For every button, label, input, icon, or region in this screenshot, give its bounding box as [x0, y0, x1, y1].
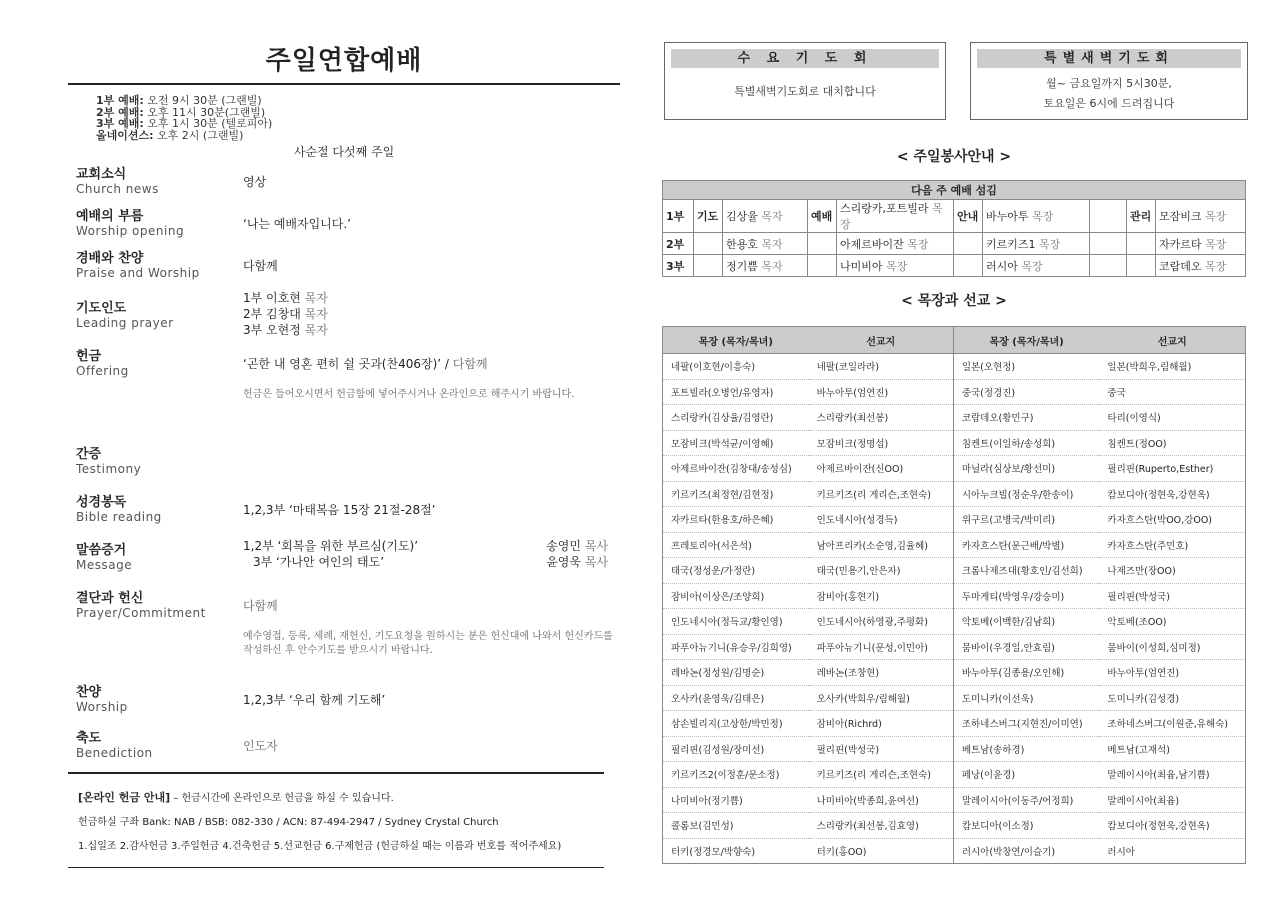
table-cell: 스리랑카(김상율/김영란)	[663, 405, 809, 431]
table-cell: 중국(정경진)	[953, 379, 1099, 405]
table-cell: 베트남(송하경)	[953, 736, 1099, 762]
table-cell: 베트남(고재석)	[1099, 736, 1245, 762]
table-row	[663, 532, 1246, 558]
table-cell: 카자흐스탄(주민호)	[1099, 532, 1245, 558]
table-cell: 일본(오현정)	[953, 354, 1099, 380]
table-cell: 말레이시아(이동주/어정희)	[953, 787, 1099, 813]
table-cell: 바누아투(김종용/오인해)	[953, 660, 1099, 686]
table-cell: 아제르바이잔(신OO)	[809, 456, 954, 482]
table-cell: 터키(홍OO)	[809, 838, 954, 864]
mission-section-title: < 목장과 선교 >	[901, 293, 1007, 309]
table-cell: 바누아투(엄연진)	[809, 379, 954, 405]
table-cell: 아제르바이잔(김창대/송성심)	[663, 456, 809, 482]
table-row	[663, 456, 1246, 482]
table-cell: 나제즈만(장OO)	[1099, 558, 1245, 584]
table-cell: 카자흐스탄(문근배/박별)	[953, 532, 1099, 558]
mission-table: 목장 (목자/목녀) 선교지 목장 (목자/목녀) 선교지 네팔(이호현/이흥숙) 네팔(코일라라) 일본(오현정) 일본(박희우,림해월) 포트빌라(오병언/유영자) 바누아투(엄연진) 중국(정경진) 중국 스리랑카(김상율/김영란) 스리랑카(최선봉) 코람데오(황민구) 타리(이영식) 모잠비크(박석균/이영혜) 모잠비크(정명섭) 침켄트(이일하/송성희) 침켄트(정OO) 아제르바이잔(김창대/송성심) 아제르바이잔(신OO) 마닐라(심상보/황선미) 필리핀(Ruperto,Esther) 키르키즈(최정현/김현정) 키르키즈(리 게리슨,조현숙) 시아누크빌(정순우/한송이) 캄보디아(정현욱,강현옥) 자카르타(한용호/하은혜) 인도네시아(성경득) 위구르(고병국/박미리) 카자흐스탄(박OO,강OO) 프레토리아(서은석) 남아프리카(소순영,김율혜) 카자흐스탄(문근배/박별) 카자흐스탄(주민호) 태국(정성운/가정란) 태국(민용기,안은자) 크롬나제즈대(황호인/김선희) 나제즈만(장OO) 잠비아(이상은/조양희) 잠비아(홍현기) 두마게티(박영우/강승미) 필리핀(박성국) 인도네시아(정득교/황인영) 인도네시아(하영광,주평화) 악토베(이백한/김남희) 악토베(조OO) 파푸아뉴기니(유승우/김희영) 파푸아뉴기니(문성,이민아) 뭄바이(우경일,안효림) 뭄바이(이성희,심미정) 레바논(정성원/김명순) 레바논(조창현) 바누아투(김종용/오인해) 바누아투(엄연진) 오사카(윤영욱/김태은) 오사카(박희우/림해월) 도미니카(이선욱) 도미니카(김성경) 삼손빌리지(고상한/박민정) 잠비아(Richrd) 조하네스버그(지현진/이미연) 조하네스버그(이원준,유해숙) 필리핀(김성원/장미선) 필리핀(박성국) 베트남(송하경) 베트남(고재석) 키르키즈2(이정훈/문소정) 키르키즈(리 게리슨,조현숙) 페낭(이윤경) 말레이시아(최윰,남기쁨) 나미비아(정기쁨) 나미비아(박종희,윤여선) 말레이시아(이동주/어정희) 말레이시아(최윰) 콜롬보(김민성) 스리랑카(최선봉,김효영) 캄보디아(이소정) 캄보디아(정현욱,강현옥) 터키(정경모/박향숙) 터키(홍OO) 러시아(박창연/이슬기) 러시아	[662, 326, 1246, 864]
table-row	[663, 787, 1246, 813]
table-cell: 나미비아(박종희,윤여선)	[809, 787, 954, 813]
table-row	[663, 838, 1246, 864]
table-row	[663, 813, 1246, 839]
subtitle: 사순절 다섯째 주일	[293, 145, 395, 159]
table-row	[663, 609, 1246, 635]
order-of-worship: 주일연합예배 1부 예배: 오전 9시 30분 (그랜빌) 2부 예배: 오후 11시 30분(그랜빌) 3부 예배: 오후 1시 30분 (텔로피아) 올네이션스: 오후 2시 (그랜빌) 사순절 다섯째 주일 교회소식 Church news 영상 예배의 부름 Worship opening ‘나는 예배자입니다.’ 경배와 찬양 Praise and Worship 다함께 기도인도 Leading prayer 1부 이호현 목자 2부 김창대 목자 3부 오현정 목자 헌금 Offering ‘곤한 내 영혼 편히 쉴 곳과(찬406장)’ / 다함께 헌금은 들어오시면서 헌금함에 넣어주시거나 온라인으로 해주시기 바랍니다. 간증 Testimony 성경봉독 Bible reading 1,2,3부 ‘마태복음 15장 21절-28절’ 말씀증거 Message 1,2부 ‘회복을 위한 부르심(기도)’ 3부 ‘가나안 여인의 태도’ 송영민 목사 윤영욱 목사 결단과 헌신 Prayer/Commitment 다함께 예수영접, 등록, 세례, 재헌신, 기도요청을 원하시는 분은 헌신대에 나와서 헌신카드를 작성하신 후 안수기도를 받으시기 바랍니다. 찬양 Worship 1,2,3부 ‘우리 함께 기도해’ 축도 Benediction 인도자	[68, 40, 620, 778]
page-title: 주일연합예배	[68, 40, 620, 85]
table-cell: 키르키즈(최정현/김현정)	[663, 481, 809, 507]
table-cell: 잠비아(이상은/조양희)	[663, 583, 809, 609]
offering-types: 1.십일조 2.감사헌금 3.주일헌금 4.건축헌금 5.선교헌금 6.구제헌금 (헌금하실 때는 이름과 번호를 적어주세요)	[78, 841, 562, 852]
table-row: 3부 정기쁨 목자 나미비아 목장 러시아 목장 코람데오 목장	[663, 255, 1246, 277]
table-row	[663, 660, 1246, 686]
table-row	[663, 711, 1246, 737]
table-cell: 말레이시아(최윰,남기쁨)	[1099, 762, 1245, 788]
service-times	[96, 95, 620, 141]
table-row	[663, 507, 1246, 533]
time-row: 2부 예배: 오후 11시 30분(그랜빌)	[96, 105, 266, 119]
table-cell: 침켄트(정OO)	[1099, 430, 1245, 456]
time-row: 3부 예배: 오후 1시 30분 (텔로피아)	[96, 117, 273, 130]
table-cell: 시아누크빌(정순우/한송이)	[953, 481, 1099, 507]
table-cell: 중국	[1099, 379, 1245, 405]
online-offering-info: [온라인 헌금 안내] – 헌금시간에 온라인으로 헌금을 하실 수 있습니다. 헌금하실 구좌 Bank: NAB / BSB: 082-330 / ACN: 87-494-2947 / Sydney Crystal Church 1.십일조 2.감사헌금 3.주일헌금 4.건축헌금 5.선교헌금 6.구제헌금 (헌금하실 때는 이름과 번호를 적어주세요)	[68, 772, 604, 868]
wednesday-prayer-box: 수 요 기 도 회 특별새벽기도회로 대치합니다	[664, 42, 946, 120]
bank-account: 헌금하실 구좌 Bank: NAB / BSB: 082-330 / ACN: 87-494-2947 / Sydney Crystal Church	[78, 817, 499, 828]
table-cell: 뭄바이(우경일,안효림)	[953, 634, 1099, 660]
table-cell: 레바논(조창현)	[809, 660, 954, 686]
table-cell: 스리랑카(최선봉,김효영)	[809, 813, 954, 839]
table-row	[663, 481, 1246, 507]
table-row	[663, 685, 1246, 711]
table-cell: 삼손빌리지(고상한/박민정)	[663, 711, 809, 737]
table-cell: 악토베(이백한/김남희)	[953, 609, 1099, 635]
table-cell: 인도네시아(하영광,주평화)	[809, 609, 954, 635]
table-cell: 조하네스버그(지현진/이미연)	[953, 711, 1099, 737]
table-cell: 크롬나제즈대(황호인/김선희)	[953, 558, 1099, 584]
table-cell: 도미니카(이선욱)	[953, 685, 1099, 711]
table-cell: 레바논(정성원/김명순)	[663, 660, 809, 686]
table-cell: 스리랑카(최선봉)	[809, 405, 954, 431]
table-cell: 네팔(코일라라)	[809, 354, 954, 380]
table-cell: 침켄트(이일하/송성희)	[953, 430, 1099, 456]
table-cell: 위구르(고병국/박미리)	[953, 507, 1099, 533]
time-row: 1부 예배: 오전 9시 30분 (그랜빌)	[96, 94, 262, 107]
table-cell: 타리(이영식)	[1099, 405, 1245, 431]
table-cell: 파푸아뉴기니(문성,이민아)	[809, 634, 954, 660]
table-cell: 조하네스버그(이원준,유해숙)	[1099, 711, 1245, 737]
time-row: 올네이션스: 오후 2시 (그랜빌)	[96, 128, 244, 142]
table-cell: 두마게티(박영우/강승미)	[953, 583, 1099, 609]
table-cell: 코람데오(황민구)	[953, 405, 1099, 431]
table-row	[663, 430, 1246, 456]
table-row	[663, 762, 1246, 788]
table-cell: 남아프리카(소순영,김율혜)	[809, 532, 954, 558]
table-cell: 카자흐스탄(박OO,강OO)	[1099, 507, 1245, 533]
table-cell: 태국(민용기,안은자)	[809, 558, 954, 584]
table-cell: 나미비아(정기쁨)	[663, 787, 809, 813]
table-cell: 태국(정성운/가정란)	[663, 558, 809, 584]
table-row: 1부 기도 김상율 목자 예배 스리랑카,포트빌라 목장 안내 바누아투 목장 관리 모잠비크 목장	[663, 200, 1246, 233]
table-row	[663, 379, 1246, 405]
table-cell: 필리핀(박성국)	[809, 736, 954, 762]
table-cell: 키르키즈(리 게리슨,조현숙)	[809, 762, 954, 788]
table-cell: 필리핀(Ruperto,Esther)	[1099, 456, 1245, 482]
table-row	[663, 634, 1246, 660]
table-cell: 필리핀(김성원/장미선)	[663, 736, 809, 762]
table-cell: 악토베(조OO)	[1099, 609, 1245, 635]
table-cell: 키르키즈2(이정훈/문소정)	[663, 762, 809, 788]
table-cell: 콜롬보(김민성)	[663, 813, 809, 839]
table-cell: 파푸아뉴기니(유승우/김희영)	[663, 634, 809, 660]
table-cell: 뭄바이(이성희,심미정)	[1099, 634, 1245, 660]
table-cell: 모잠비크(정명섭)	[809, 430, 954, 456]
table-cell: 페낭(이윤경)	[953, 762, 1099, 788]
table-cell: 키르키즈(리 게리슨,조현숙)	[809, 481, 954, 507]
table-cell: 자카르타(한용호/하은혜)	[663, 507, 809, 533]
table-cell: 캄보디아(정현욱,강현옥)	[1099, 813, 1245, 839]
table-cell: 바누아투(엄연진)	[1099, 660, 1245, 686]
table-cell: 말레이시아(최윰)	[1099, 787, 1245, 813]
table-cell: 모잠비크(박석균/이영혜)	[663, 430, 809, 456]
table-cell: 일본(박희우,림해월)	[1099, 354, 1245, 380]
table-cell: 프레토리아(서은석)	[663, 532, 809, 558]
table-row	[663, 354, 1246, 380]
table-cell: 인도네시아(성경득)	[809, 507, 954, 533]
dawn-prayer-box: 특별새벽기도회 월~ 금요일까지 5시30분, 토요일은 6시에 드려집니다	[970, 42, 1248, 120]
table-row	[663, 558, 1246, 584]
table-cell: 잠비아(Richrd)	[809, 711, 954, 737]
table-cell: 캄보디아(정현욱,강현옥)	[1099, 481, 1245, 507]
table-cell: 마닐라(심상보/황선미)	[953, 456, 1099, 482]
table-cell: 포트빌라(오병언/유영자)	[663, 379, 809, 405]
table-cell: 오사카(윤영욱/김태은)	[663, 685, 809, 711]
table-cell: 잠비아(홍현기)	[809, 583, 954, 609]
service-section-title: < 주일봉사안내 >	[896, 149, 1012, 165]
table-cell: 캄보디아(이소정)	[953, 813, 1099, 839]
table-row	[663, 736, 1246, 762]
table-row	[663, 405, 1246, 431]
table-cell: 도미니카(김성경)	[1099, 685, 1245, 711]
table-row: 2부 한용호 목자 아제르바이잔 목장 키르키즈1 목장 자카르타 목장	[663, 233, 1246, 255]
table-cell: 터키(정경모/박향숙)	[663, 838, 809, 864]
table-row	[663, 583, 1246, 609]
table-cell: 필리핀(박성국)	[1099, 583, 1245, 609]
table-cell: 오사카(박희우/림해월)	[809, 685, 954, 711]
table-cell: 러시아	[1099, 838, 1245, 864]
table-cell: 인도네시아(정득교/황인영)	[663, 609, 809, 635]
table-cell: 네팔(이호현/이흥숙)	[663, 354, 809, 380]
service-table: 다음 주 예배 섬김 1부 기도 김상율 목자 예배 스리랑카,포트빌라 목장 안내 바누아투 목장 관리 모잠비크 목장 2부 한용호 목자 아제르바이잔 목장 키르키즈1 목장 자카르타 목장 3부 정기쁨 목자 나미비아 목장 러시아 목장 코람데오 목장	[662, 180, 1246, 277]
table-cell: 러시아(박창연/이슬기)	[953, 838, 1099, 864]
